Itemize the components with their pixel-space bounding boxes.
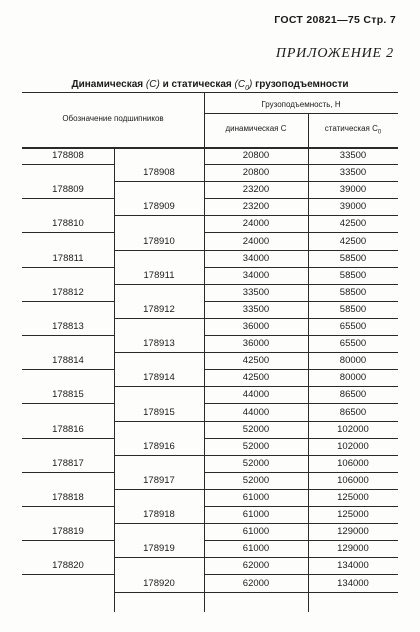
bearing-designation-left: 178820 — [52, 560, 84, 572]
row-separator-capacity — [204, 523, 398, 524]
static-capacity-value: 125000 — [337, 509, 369, 521]
dynamic-capacity-value: 33500 — [242, 286, 270, 298]
dynamic-capacity-value: 42500 — [242, 372, 270, 384]
dynamic-capacity-value: 34000 — [242, 269, 270, 281]
bearing-designation-left: 178810 — [52, 218, 84, 230]
static-capacity-value: 39000 — [339, 201, 367, 213]
static-capacity-value: 58500 — [339, 303, 367, 315]
static-capacity-value: 58500 — [339, 252, 367, 264]
row-separator-capacity — [204, 557, 398, 558]
static-capacity-value: 134000 — [337, 560, 369, 572]
dynamic-capacity-value: 61000 — [242, 543, 270, 555]
row-separator — [114, 421, 204, 422]
static-capacity-value: 129000 — [337, 526, 369, 538]
row-separator-capacity — [204, 352, 398, 353]
row-separator-capacity — [204, 181, 398, 182]
static-capacity-value: 134000 — [337, 577, 369, 589]
row-separator — [114, 181, 204, 182]
dynamic-capacity-value: 42500 — [242, 355, 270, 367]
bearing-designation-left: 178814 — [52, 355, 84, 367]
static-capacity-value: 80000 — [339, 355, 367, 367]
static-capacity-value: 58500 — [339, 286, 367, 298]
dynamic-capacity-value: 23200 — [242, 201, 270, 213]
bearing-designation-left: 178812 — [52, 286, 84, 298]
dynamic-capacity-value: 61000 — [242, 526, 270, 538]
row-separator — [22, 267, 114, 268]
bearing-designation-right: 178913 — [143, 338, 175, 350]
row-separator — [22, 403, 114, 404]
row-separator — [114, 284, 204, 285]
bearing-designation-right: 178919 — [143, 543, 175, 555]
row-separator — [22, 540, 114, 541]
bearing-designation-left: 178817 — [52, 457, 84, 469]
row-separator-capacity — [204, 438, 398, 439]
row-separator-capacity — [204, 489, 398, 490]
bearing-designation-right: 178911 — [143, 269, 175, 281]
bearing-designation-right: 178915 — [143, 406, 175, 418]
row-separator-capacity — [204, 506, 398, 507]
dynamic-capacity-value: 33500 — [242, 303, 270, 315]
bearing-designation-left: 178811 — [52, 252, 84, 264]
dynamic-capacity-value: 36000 — [242, 321, 270, 332]
standard-number: ГОСТ 20821—75 — [274, 14, 361, 26]
bearing-designation-right: 178914 — [143, 372, 175, 384]
static-capacity-value: 33500 — [339, 150, 367, 161]
bearing-designation-left: 178813 — [52, 321, 84, 332]
caption-symbol-c0: $(C_0)$ — [234, 79, 253, 92]
row-separator — [22, 506, 114, 507]
static-capacity-value: 42500 — [339, 218, 367, 230]
row-separator — [22, 301, 114, 302]
static-capacity-value: 42500 — [339, 235, 367, 247]
bearing-designation-left: 178816 — [52, 423, 84, 435]
header-capacity: Грузоподъемность, Н — [261, 100, 341, 109]
row-separator — [114, 455, 204, 456]
table-caption — [0, 79, 420, 92]
static-capacity-value: 65500 — [339, 338, 367, 350]
bearing-designation-right: 178916 — [143, 440, 175, 452]
dynamic-capacity-value: 23200 — [242, 184, 270, 196]
static-capacity-value: 39000 — [339, 184, 367, 196]
header-designation: Обозначение подшипников — [62, 114, 164, 123]
bearing-designation-left: 178808 — [52, 150, 84, 161]
static-capacity-value: 102000 — [337, 423, 369, 435]
capacity-table — [22, 92, 398, 612]
bearing-designation-right: 178908 — [143, 167, 175, 179]
bearing-designation-right: 178912 — [143, 303, 175, 315]
row-separator — [114, 592, 204, 593]
row-separator-capacity — [204, 284, 398, 285]
static-capacity-value: 129000 — [337, 543, 369, 555]
page-header — [274, 14, 396, 26]
caption-symbol-c: (C) — [145, 79, 160, 90]
caption-text: и статическая — [162, 79, 232, 90]
dynamic-capacity-value: 61000 — [242, 509, 270, 521]
dynamic-capacity-value: 20800 — [242, 150, 270, 161]
row-separator-capacity — [204, 232, 398, 233]
caption-text: грузоподъемности — [255, 79, 349, 90]
row-separator-capacity — [204, 455, 398, 456]
static-capacity-value: 80000 — [339, 372, 367, 384]
header-static: статическая $C_0$ — [324, 124, 382, 136]
row-separator-capacity — [204, 403, 398, 404]
row-separator-capacity — [204, 301, 398, 302]
row-separator-capacity — [204, 267, 398, 268]
row-separator — [114, 250, 204, 251]
bearing-designation-left: 178818 — [52, 492, 84, 503]
bearing-designation-right: 178910 — [143, 235, 175, 247]
static-capacity-value: 106000 — [337, 474, 369, 486]
static-capacity-value: 65500 — [339, 321, 367, 332]
row-separator-capacity — [204, 421, 398, 422]
header-bottom-border — [22, 147, 398, 149]
dynamic-capacity-value: 34000 — [242, 252, 270, 264]
bearing-designation-right: 178909 — [143, 201, 175, 213]
dynamic-capacity-value: 44000 — [242, 406, 270, 418]
row-separator — [22, 472, 114, 473]
header-dynamic: динамическая C — [225, 124, 287, 133]
dynamic-capacity-value: 44000 — [242, 389, 270, 401]
dynamic-capacity-value: 62000 — [242, 560, 270, 572]
dynamic-capacity-value: 52000 — [242, 440, 270, 452]
row-separator — [22, 232, 114, 233]
row-separator-capacity — [204, 472, 398, 473]
bearing-designation-right: 178917 — [143, 474, 175, 486]
row-separator-capacity — [204, 250, 398, 251]
row-separator-capacity — [204, 198, 398, 199]
row-separator-capacity — [204, 574, 398, 575]
row-separator-capacity — [204, 386, 398, 387]
dynamic-capacity-value: 62000 — [242, 577, 270, 589]
row-separator — [114, 386, 204, 387]
dynamic-capacity-value: 36000 — [242, 338, 270, 350]
bearing-designation-right: 178920 — [143, 577, 175, 589]
dynamic-capacity-value: 20800 — [242, 167, 270, 179]
bearing-designation-right: 178918 — [143, 509, 175, 521]
row-separator — [114, 557, 204, 558]
static-capacity-value: 102000 — [337, 440, 369, 452]
row-separator — [22, 369, 114, 370]
bearing-designation-left: 178809 — [52, 184, 84, 196]
row-separator — [22, 164, 114, 165]
dynamic-capacity-value: 52000 — [242, 474, 270, 486]
static-capacity-value: 58500 — [339, 269, 367, 281]
dynamic-capacity-value: 24000 — [242, 218, 270, 230]
appendix-title: ПРИЛОЖЕНИЕ 2 — [275, 46, 394, 61]
row-separator — [114, 352, 204, 353]
row-separator — [114, 318, 204, 319]
caption-text: Динамическая — [71, 79, 144, 90]
row-separator-capacity — [204, 369, 398, 370]
row-separator — [22, 438, 114, 439]
row-separator-capacity — [204, 540, 398, 541]
row-separator — [114, 215, 204, 216]
row-separator-capacity — [204, 215, 398, 216]
bearing-designation-left: 178815 — [52, 389, 84, 401]
page-number: Стр. 7 — [363, 14, 396, 26]
row-separator — [114, 489, 204, 490]
header-sub-divider — [204, 113, 398, 114]
row-separator — [114, 523, 204, 524]
static-capacity-value: 86500 — [339, 389, 367, 401]
row-separator-capacity — [204, 318, 398, 319]
row-separator — [22, 198, 114, 199]
row-separator-capacity — [204, 592, 398, 593]
dynamic-capacity-value: 52000 — [242, 457, 270, 469]
bearing-designation-left: 178819 — [52, 526, 84, 538]
row-separator-capacity — [204, 164, 398, 165]
row-separator — [22, 335, 114, 336]
row-separator-capacity — [204, 335, 398, 336]
row-separator — [22, 574, 114, 575]
static-capacity-value: 86500 — [339, 406, 367, 418]
dynamic-capacity-value: 24000 — [242, 235, 270, 247]
static-capacity-value: 125000 — [337, 492, 369, 503]
static-capacity-value: 33500 — [339, 167, 367, 179]
table-top-border — [22, 92, 398, 93]
dynamic-capacity-value: 61000 — [242, 492, 270, 503]
dynamic-capacity-value: 52000 — [242, 423, 270, 435]
static-capacity-value: 106000 — [337, 457, 369, 469]
